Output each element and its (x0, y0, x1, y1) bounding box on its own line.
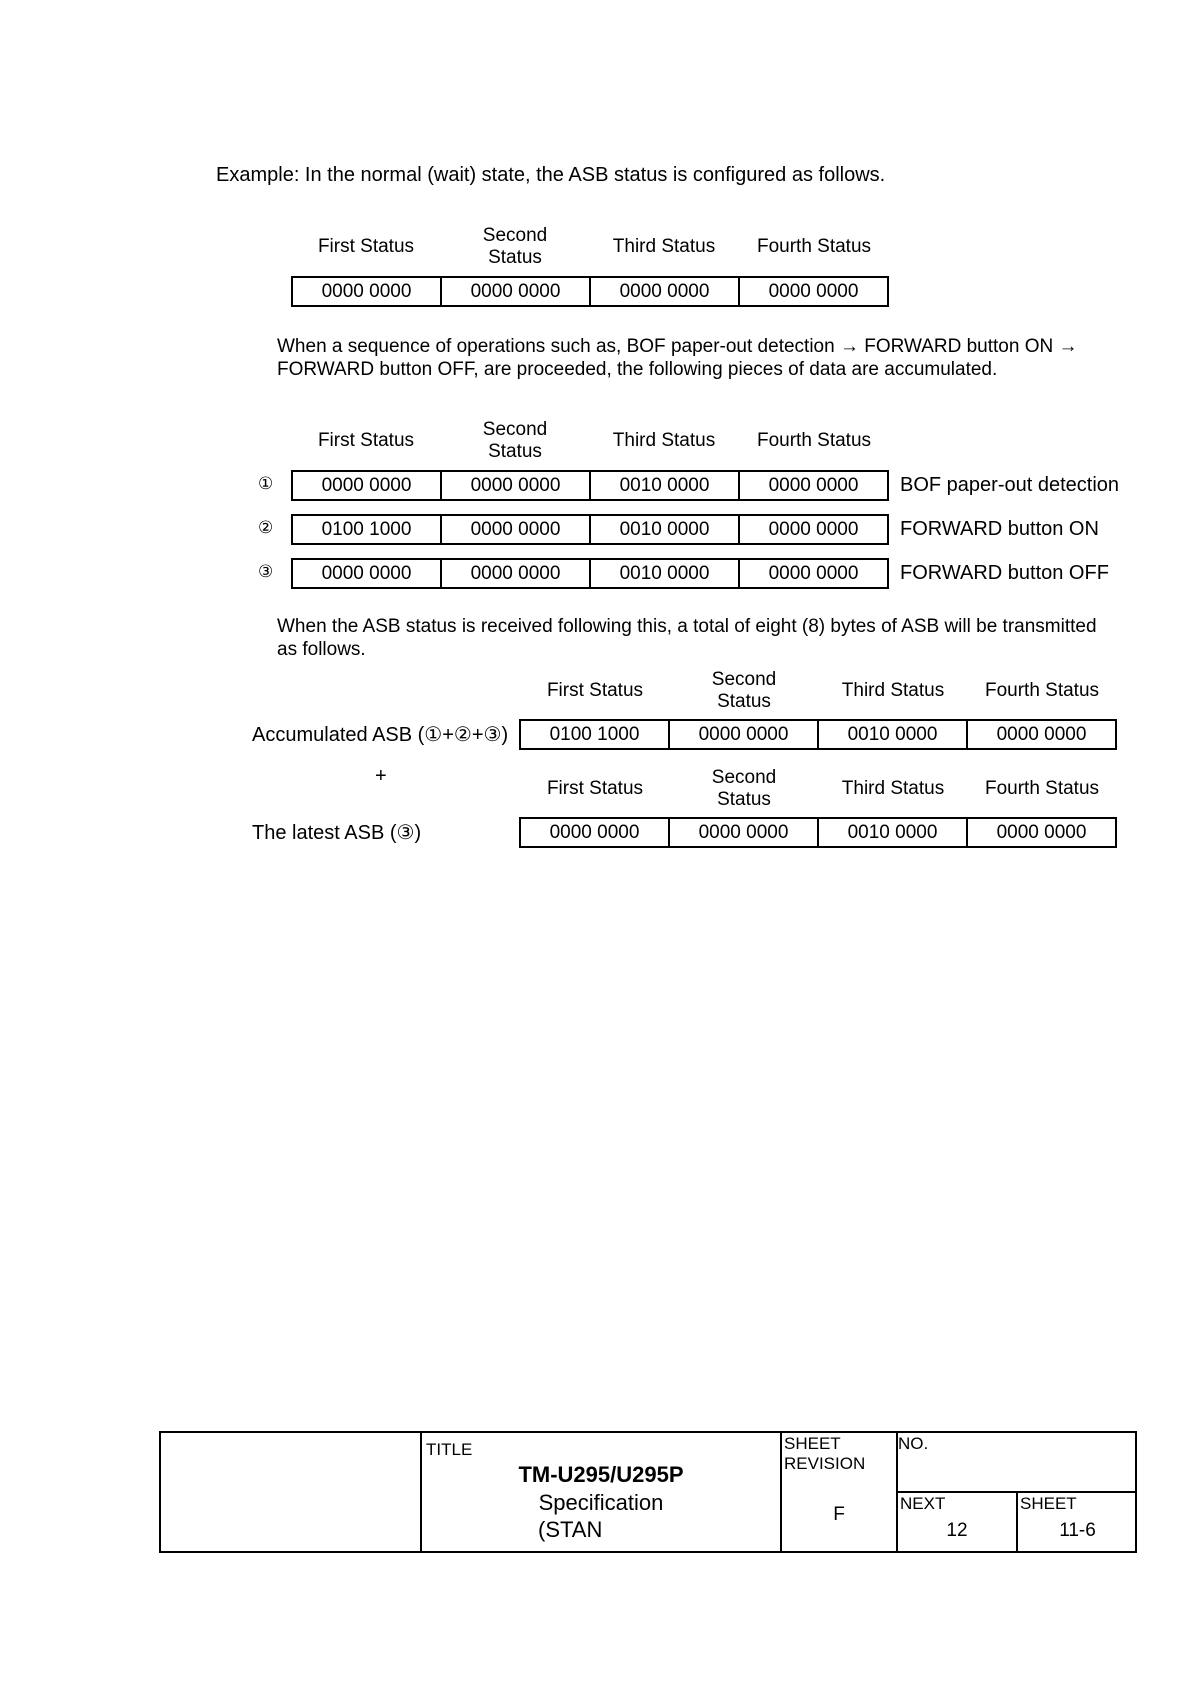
row-note: FORWARD button OFF (900, 562, 1109, 584)
intro-text: Example: In the normal (wait) state, the ASB status is configured as follows. (216, 164, 886, 186)
table-cell: 0010 0000 (817, 719, 968, 750)
document-type: Specification (538, 1490, 664, 1515)
divider (780, 1431, 782, 1553)
table-cell: 0010 0000 (817, 817, 968, 848)
table-cell: 0000 0000 (738, 514, 889, 545)
accumulated-asb-label: Accumulated ASB (①+②+③) (252, 724, 509, 746)
table-cell: 0000 0000 (668, 817, 819, 848)
sheet-column-label: SHEET (1020, 1494, 1077, 1513)
table-cell: 0000 0000 (738, 558, 889, 589)
header-second-status: Second Status (482, 225, 548, 268)
header-second-status: Second Status (711, 669, 777, 712)
table-cell: 0100 1000 (291, 514, 442, 545)
paragraph-line: FORWARD button OFF, are proceeded, the following pieces of data are accumulated. (277, 359, 998, 380)
header-first-status: First Status (317, 236, 415, 257)
paragraph-line: When the ASB status is received following this, a total of eight (8) bytes of ASB will be transmitted (277, 616, 1097, 637)
table-cell: 0000 0000 (291, 558, 442, 589)
header-fourth-status: Fourth Status (984, 778, 1100, 799)
header-first-status: First Status (546, 680, 644, 701)
row-note: BOF paper-out detection (900, 474, 1120, 496)
next-value: 12 (946, 1520, 968, 1541)
row-number: ③ (258, 562, 274, 581)
number-label: NO. (898, 1434, 929, 1453)
paragraph-line: as follows. (277, 639, 366, 660)
revision-label: REVISION (784, 1454, 866, 1473)
header-third-status: Third Status (841, 778, 945, 799)
paragraph-transmission (277, 615, 1097, 661)
row-number: ① (258, 474, 274, 493)
table-cell: 0000 0000 (589, 276, 740, 307)
table-cell: 0000 0000 (440, 558, 591, 589)
document-subtitle: (STAN (538, 1517, 603, 1542)
table-cell: 0000 0000 (291, 470, 442, 501)
product-name: TM-U295/U295P (518, 1462, 684, 1487)
header-first-status: First Status (317, 430, 415, 451)
paragraph-sequence (277, 335, 1078, 381)
header-fourth-status: Fourth Status (984, 680, 1100, 701)
table-cell: 0000 0000 (440, 470, 591, 501)
header-second-status: Second Status (482, 419, 548, 462)
header-fourth-status: Fourth Status (756, 236, 872, 257)
row-note: FORWARD button ON (900, 518, 1099, 540)
table-cell: 0010 0000 (589, 470, 740, 501)
sheet-label: SHEET (784, 1434, 841, 1453)
table-cell: 0000 0000 (668, 719, 819, 750)
table-cell: 0100 1000 (519, 719, 670, 750)
table-cell: 0010 0000 (589, 558, 740, 589)
table-cell: 0000 0000 (966, 719, 1117, 750)
table-cell: 0000 0000 (291, 276, 442, 307)
row-number: ② (258, 518, 274, 537)
header-second-status: Second Status (711, 767, 777, 810)
sheet-value: 11-6 (1059, 1520, 1096, 1541)
table-cell: 0000 0000 (738, 276, 889, 307)
paragraph-line: When a sequence of operations such as, BOF paper-out detection → FORWARD button ON → (277, 336, 1078, 357)
table-cell: 0000 0000 (738, 470, 889, 501)
table-cell: 0000 0000 (440, 514, 591, 545)
title-label: TITLE (426, 1440, 473, 1459)
table-cell: 0010 0000 (589, 514, 740, 545)
header-first-status: First Status (546, 778, 644, 799)
next-label: NEXT (900, 1494, 946, 1513)
header-fourth-status: Fourth Status (756, 430, 872, 451)
plus-sign: + (375, 765, 387, 787)
header-third-status: Third Status (612, 430, 716, 451)
header-third-status: Third Status (841, 680, 945, 701)
table-cell: 0000 0000 (519, 817, 670, 848)
latest-asb-label: The latest ASB (③) (252, 822, 422, 844)
table-cell: 0000 0000 (440, 276, 591, 307)
revision-value: F (833, 1504, 845, 1525)
table-cell: 0000 0000 (966, 817, 1117, 848)
header-third-status: Third Status (612, 236, 716, 257)
